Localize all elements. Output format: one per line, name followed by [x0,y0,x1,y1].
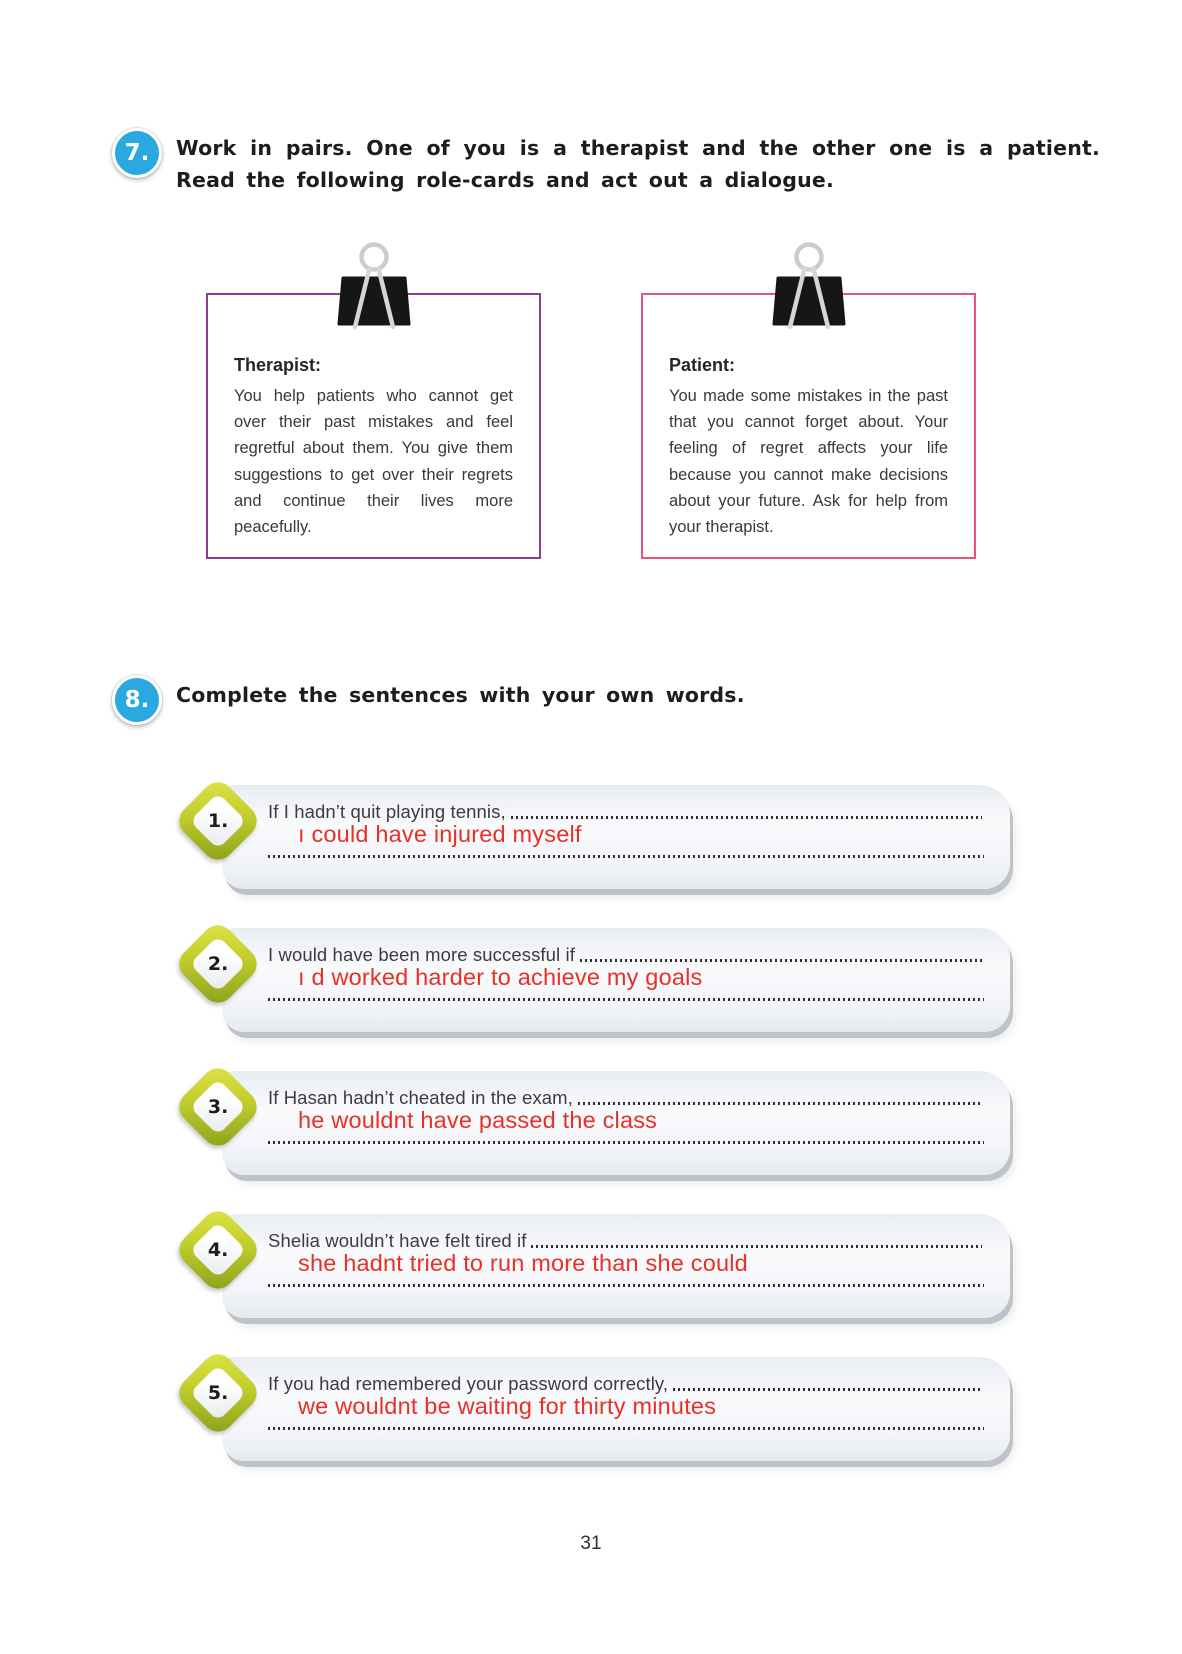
item-number: 3. [207,1095,229,1118]
sentence-item-3 [207,1071,1010,1175]
therapist-card-title: Therapist: [234,354,322,375]
sentence-item-5 [207,1357,1010,1461]
exercise-8-header [112,675,1100,725]
sentence-stem: If I hadn’t quit playing tennis, [268,800,506,822]
handwritten-answer: ı could have injured myself [298,820,582,847]
handwritten-answer: ı d worked harder to achieve my goals [298,963,703,990]
sentence-items [207,785,1010,1461]
therapist-card-body: You help patients who cannot get over their past mistakes and feel regretful about them. You give them suggestions to get over their regrets and continue their lives more peacefully. [234,386,513,537]
handwritten-answer: he wouldnt have passed the class [298,1106,658,1133]
sentence-item-2 [207,928,1010,1032]
patient-card-title: Patient: [669,354,736,375]
answer-blank-line [673,1388,982,1391]
binder-clip-icon [759,240,859,340]
sentence-bar [222,928,1010,1032]
answer-blank-line [531,1245,982,1248]
exercise-8-instruction: Complete the sentences with your own words. [176,682,745,707]
instruction-line-1: Work in pairs. One of you is a therapist and the other one is a patient. [176,136,1100,160]
exercise-7-header [112,0,1100,197]
patient-role-card [641,293,976,559]
sentence-stem: If you had remembered your password correctly, [268,1372,669,1394]
sentence-stem: If Hasan hadn’t cheated in the exam, [268,1086,573,1108]
item-number-badge [178,924,258,1004]
item-number-badge [178,1353,258,1433]
sentence-stem: I would have been more successful if [268,943,575,965]
sentence-item-4 [207,1214,1010,1318]
sentence-item-1 [207,785,1010,889]
exercise-7-instruction [176,128,1100,197]
sentence-bar [222,1214,1010,1318]
role-cards-row [0,293,1182,559]
patient-card-body: You made some mistakes in the past that you cannot forget about. Your feeling of regret affects your life because you cannot make decisions about your future. Ask for help from your therapist. [669,386,948,537]
item-number: 4. [207,1238,229,1261]
item-number: 2. [207,952,229,975]
therapist-role-card [206,293,541,559]
answer-blank-line [268,855,984,858]
answer-blank-line [580,959,982,962]
answer-blank-line [268,1141,984,1144]
exercise-8-badge: 8. [112,675,162,725]
sentence-bar [222,785,1010,889]
handwritten-answer: we wouldnt be waiting for thirty minutes [298,1392,717,1419]
handwritten-answer: she hadnt tried to run more than she could [298,1249,748,1276]
page-number: 31 [580,1532,602,1554]
item-number: 1. [207,809,229,832]
answer-blank-line [268,998,984,1001]
item-number-badge [178,781,258,861]
item-number-badge [178,1210,258,1290]
sentence-bar [222,1071,1010,1175]
exercise-7-badge: 7. [112,128,162,178]
sentence-bar [222,1357,1010,1461]
answer-blank-line [268,1427,984,1430]
answer-blank-line [578,1102,982,1105]
answer-blank-line [268,1284,984,1287]
answer-blank-line [511,816,982,819]
item-number-badge [178,1067,258,1147]
item-number: 5. [207,1381,229,1404]
binder-clip-icon [324,240,424,340]
sentence-stem: Shelia wouldn’t have felt tired if [268,1229,527,1251]
instruction-line-2: Read the following role-cards and act out a dialogue. [176,167,834,192]
